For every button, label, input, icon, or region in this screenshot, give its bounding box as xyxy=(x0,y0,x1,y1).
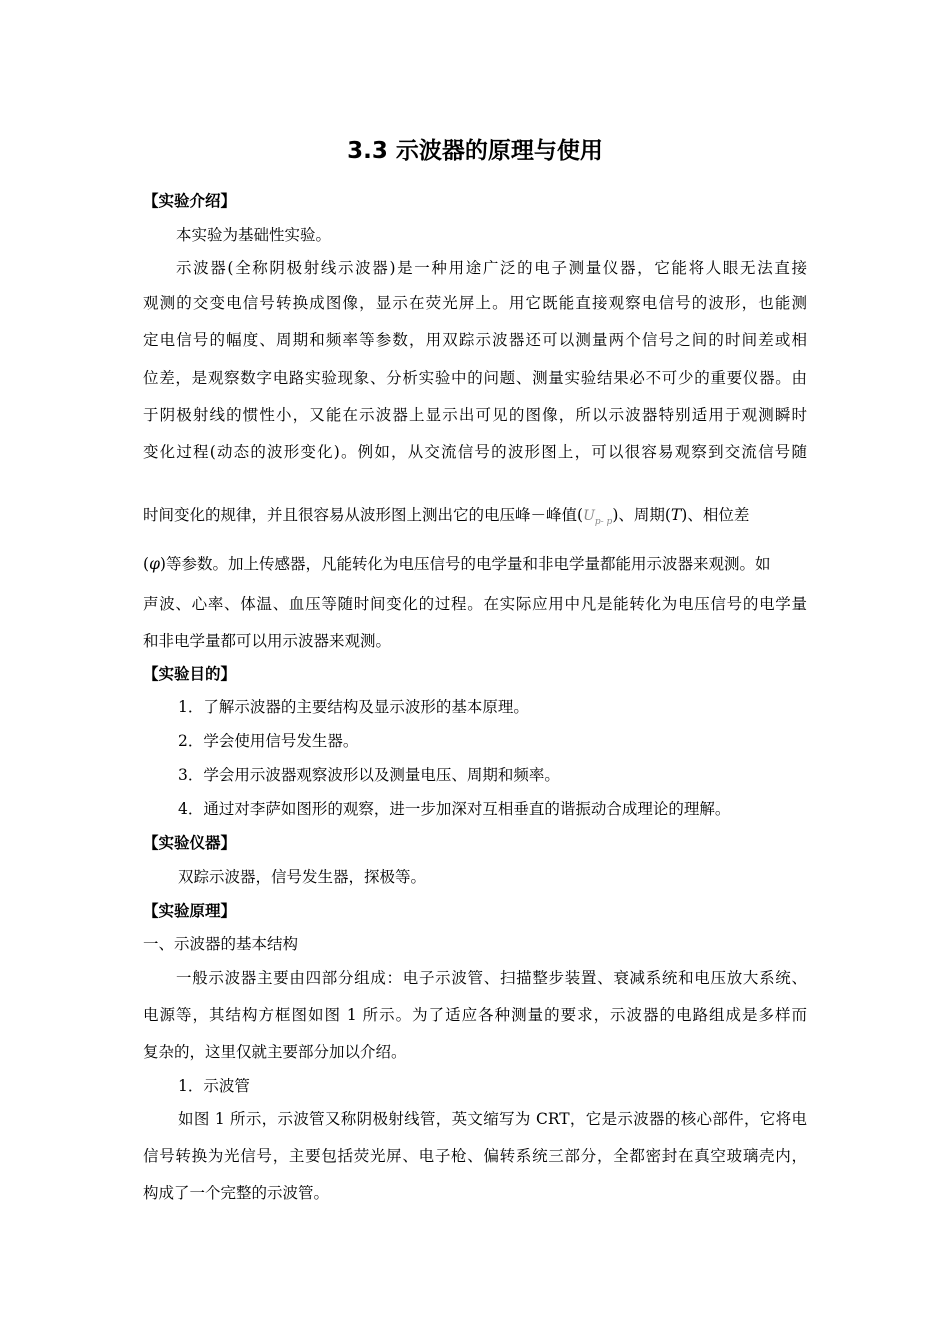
period-symbol: T xyxy=(670,506,682,524)
intro-line-2: 观测的交变电信号转换成图像，显示在荧光屏上。用它既能直接观察电信号的波形，也能测 xyxy=(143,294,807,312)
principle-p1-line-2: 电源等，其结构方框图如图 1 所示。为了适应各种测量的要求，示波器的电路组成是多样而 xyxy=(143,1006,807,1024)
principle-subheading-1: 一、示波器的基本结构 xyxy=(143,935,299,953)
purpose-item-4: 4．通过对李萨如图形的观察，进一步加深对互相垂直的谐振动合成理论的理解。 xyxy=(178,800,731,818)
purpose-item-3: 3．学会用示波器观察波形以及测量电压、周期和频率。 xyxy=(178,766,560,784)
intro-line-10: 和非电学量都可以用示波器来观测。 xyxy=(143,632,392,650)
intro-line-4: 位差，是观察数字电路实验现象、分析实验中的问题、测量实验结果必不可少的重要仪器。由 xyxy=(143,369,807,387)
intro-line-3: 定电信号的幅度、周期和频率等参数，用双踪示波器还可以测量两个信号之间的时间差或相 xyxy=(143,331,807,349)
voltage-subscript: p- p xyxy=(594,517,613,527)
section-heading-instruments: 【实验仪器】 xyxy=(143,834,237,852)
purpose-item-2: 2．学会使用信号发生器。 xyxy=(178,732,359,750)
phase-symbol: φ xyxy=(149,555,160,573)
section-heading-principle: 【实验原理】 xyxy=(143,902,237,920)
intro-line-1: 示波器(全称阴极射线示波器)是一种用途广泛的电子测量仪器，它能将人眼无法直接 xyxy=(176,259,807,277)
principle-p2-line-3: 构成了一个完整的示波管。 xyxy=(143,1184,330,1202)
intro-line-7-text-c: )、相位差 xyxy=(681,506,750,524)
intro-line-8-text-b: )等参数。加上传感器，凡能转化为电压信号的电学量和非电学量都能用示波器来观测。如 xyxy=(159,555,771,573)
section-heading-intro: 【实验介绍】 xyxy=(143,192,237,210)
intro-line-8 xyxy=(143,553,807,575)
intro-line-5: 于阴极射线的惯性小，又能在示波器上显示出可见的图像，所以示波器特别适用于观测瞬时 xyxy=(143,406,807,424)
intro-line-8-text-a: ( xyxy=(143,555,150,573)
intro-paragraph-0: 本实验为基础性实验。 xyxy=(176,226,332,244)
intro-line-7-text-b: )、周期( xyxy=(612,506,671,524)
principle-p1-line-1: 一般示波器主要由四部分组成：电子示波管、扫描整步装置、衰减系统和电压放大系统、 xyxy=(176,969,807,987)
section-heading-purpose: 【实验目的】 xyxy=(143,665,237,683)
intro-line-7-text-a: 时间变化的规律，并且很容易从波形图上测出它的电压峰－峰值( xyxy=(143,506,584,524)
intro-line-7 xyxy=(143,504,807,533)
instruments-text: 双踪示波器，信号发生器，探极等。 xyxy=(178,868,427,886)
principle-item-1: 1．示波管 xyxy=(178,1077,250,1095)
principle-p2-line-2: 信号转换为光信号，主要包括荧光屏、电子枪、偏转系统三部分，全都密封在真空玻璃壳内， xyxy=(143,1147,807,1165)
purpose-item-1: 1．了解示波器的主要结构及显示波形的基本原理。 xyxy=(178,698,529,716)
page-title: 3.3 示波器的原理与使用 xyxy=(347,138,603,164)
voltage-symbol: U xyxy=(583,508,595,524)
principle-p2-line-1: 如图 1 所示，示波管又称阴极射线管，英文缩写为 CRT，它是示波器的核心部件，它将电 xyxy=(178,1110,807,1128)
principle-p1-line-3: 复杂的，这里仅就主要部分加以介绍。 xyxy=(143,1043,407,1061)
intro-line-9: 声波、心率、体温、血压等随时间变化的过程。在实际应用中凡是能转化为电压信号的电学量 xyxy=(143,595,807,613)
intro-line-6: 变化过程(动态的波形变化)。例如，从交流信号的波形图上，可以很容易观察到交流信号随 xyxy=(143,443,807,461)
